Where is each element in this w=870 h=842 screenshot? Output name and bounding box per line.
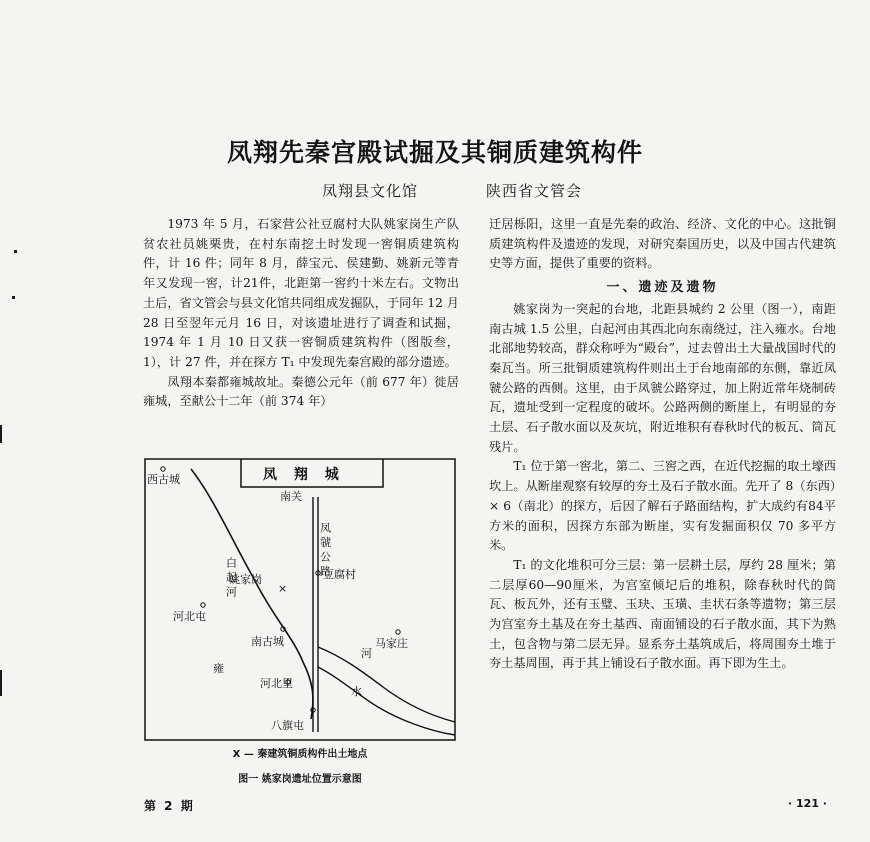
scan-mark <box>0 670 2 696</box>
figure-caption: 图一 姚家岗遗址位置示意图 <box>238 774 362 785</box>
paragraph: T₁ 位于第一窖北，第二、三窖之西，在近代挖掘的取土壕西坎上。从断崖观察有较厚的夯土及石子散水面。先开了 8（东西）× 6（南北）的探方，后因了解石子路面结构，扩大成约有84平方米的面积，因探方东部为断崖，实有发掘面积仅 70 多平方米。 <box>489 459 836 553</box>
page-number: · 121 · <box>788 797 827 810</box>
section-heading: 一、遗迹及遗物 <box>606 280 719 296</box>
scan-mark <box>14 250 17 253</box>
road-label: 凤 虢 公 路 <box>318 522 332 577</box>
river-label: 河 <box>361 647 372 660</box>
left-column <box>143 215 459 412</box>
city-label: 凤 翔 城 <box>263 467 345 483</box>
find-spot-marker: × <box>278 582 288 595</box>
place-dot <box>201 603 205 607</box>
author-2: 陕西省文管会 <box>486 182 583 200</box>
place-label: 豆腐村 <box>323 568 356 581</box>
place-label: 河北里 <box>260 677 293 690</box>
place-label: 河北屯 <box>173 610 206 623</box>
place-label: 西古城 <box>147 473 180 486</box>
paragraph: 姚家岗为一突起的台地，北距县城约 2 公里（图一），南距南古城 1.5 公里，白起河由其西北向东南绕过，注入雍水。台地北部地势较高，群众称呼为“殿台”，过去曾出土大量战国时代的秦瓦当。所三批铜质建筑构件则出土于台地南部的东侧，靠近凤虢公路的西侧。这里，由于凤虢公路穿过，加上附近常年烧制砖瓦，遗址受到一定程度的破坏。公路两侧的断崖上，有明显的夯土层、石子散水面以及灰坑，附近堆积有春秋时代的板瓦、筒瓦残片。 <box>489 301 836 454</box>
map-legend: X — 秦建筑铜质构件出土地点 <box>232 749 368 760</box>
article-title: 凤翔先秦宫殿试掘及其铜质建筑构件 <box>226 138 643 167</box>
author-1: 凤翔县文化馆 <box>322 182 419 200</box>
river-yong <box>318 667 455 735</box>
issue-number: 第 2 期 <box>144 799 195 813</box>
place-label: 马家庄 <box>375 637 408 650</box>
place-label: 南关 <box>280 490 302 503</box>
place-dot <box>396 630 400 634</box>
place-label: 八旗屯 <box>271 719 304 732</box>
place-label: 南古城 <box>251 635 284 648</box>
location-map <box>143 457 457 742</box>
place-label: 姚家岗 <box>229 573 262 586</box>
right-column <box>489 215 836 674</box>
river-yong <box>318 647 455 722</box>
place-dot <box>161 467 165 471</box>
paragraph: 迁居栎阳，这里一直是先秦的政治、经济、文化的中心。这批铜质建筑构件及遗迹的发现，对研究秦国历史，以及中国古代建筑史等方面，提供了重要的资料。 <box>489 217 836 271</box>
paragraph: 凤翔本秦都雍城故址。秦德公元年（前 677 年）徙居雍城，至献公十二年（前 374 年） <box>143 374 459 409</box>
paragraph: T₁ 的文化堆积可分三层：第一层耕土层，厚约 28 厘米；第二层厚60—90厘米，为宫室倾圮后的堆积，除春秋时代的筒瓦、板瓦外，还有玉璧、玉玦、玉璜、圭状石条等遗物；第三层为宫室夯土基及在夯土基西、南面铺设的石子散水面，其下为熟土，包含物与第二层无异。显系夯土基筑成后，将周围夯土堆于夯土基周围，再于其上铺设石子散水面。再下即为生土。 <box>489 557 836 671</box>
scan-mark <box>12 296 15 299</box>
river-label: 雍 <box>213 662 224 675</box>
river-label: 水 <box>351 685 362 698</box>
river-label: 白 起 河 <box>224 557 238 597</box>
scan-mark <box>0 425 2 443</box>
paragraph: 1973 年 5 月，石家营公社豆腐村大队姚家岗生产队贫农社员姚栗贵，在村东南挖土时发现一窖铜质建筑构件，计 16 件；同年 8 月，薛宝元、侯建勤、姚新元等青年又发现一窖，计21件，北距第一窖约十米左右。文物出土后，省文管会与县文化馆共同组成发掘队，于同年 12 月 28 日至翌年元月 16 日，对该遗址进行了调查和试掘，1974 年 1 月 10 日又获一窖铜质建筑构件（图版叁，1），计 27 件，并在探方 T₁ 中发现先秦宫殿的部分遗迹。 <box>143 217 459 369</box>
river-white <box>191 469 313 719</box>
map-svg <box>143 457 457 742</box>
